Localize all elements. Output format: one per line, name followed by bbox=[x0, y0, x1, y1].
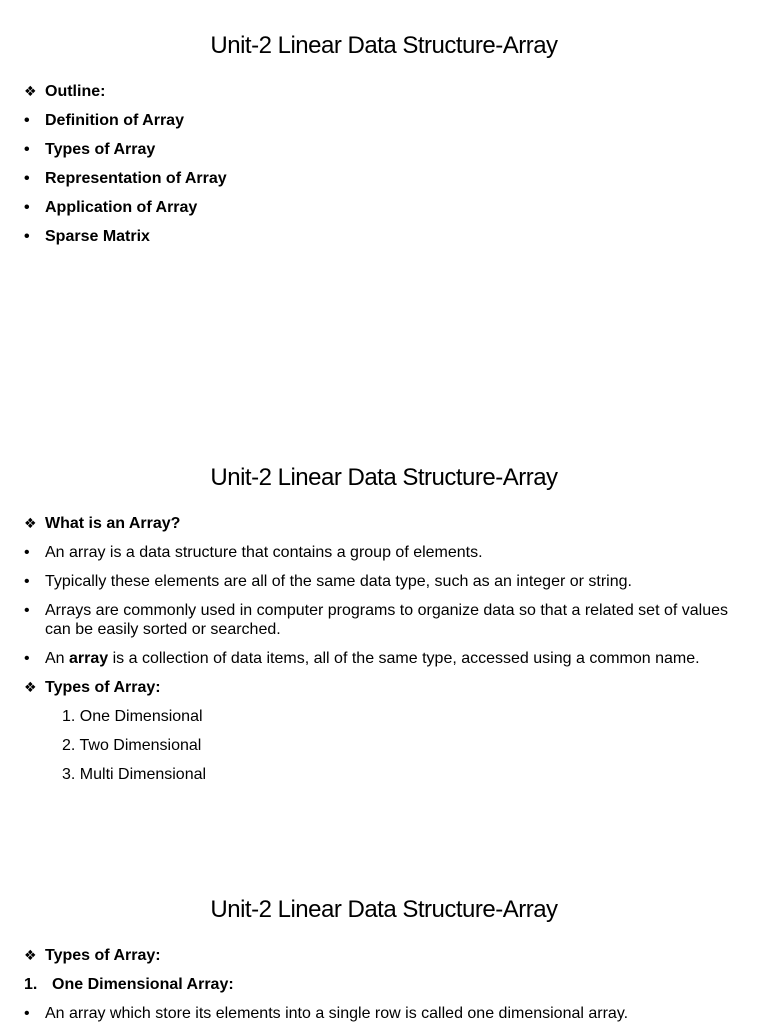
list-item: • An array is a collection of data items, all of the same type, accessed using a common name. bbox=[24, 650, 700, 667]
bullet-icon: • bbox=[24, 650, 30, 667]
list-item: • Sparse Matrix bbox=[24, 228, 150, 245]
bullet-icon: • bbox=[24, 170, 30, 187]
list-item: • Arrays are commonly used in computer programs to organize data so that a related set of values can be easily sorted or searched. bbox=[24, 602, 729, 638]
list-item: • An array is a data structure that contains a group of elements. bbox=[24, 544, 483, 561]
slide-title: Unit-2 Linear Data Structure-Array bbox=[210, 464, 558, 491]
sub-heading-number: 1. bbox=[24, 976, 38, 993]
diamond-bullet-icon: ❖ bbox=[24, 515, 37, 531]
diamond-bullet-icon: ❖ bbox=[24, 83, 37, 99]
bullet-icon: • bbox=[24, 544, 30, 561]
slide-types-of-array bbox=[0, 864, 768, 1024]
diamond-bullet-icon: ❖ bbox=[24, 679, 37, 695]
slide-what-is-array bbox=[0, 432, 768, 864]
bullet-icon: • bbox=[24, 228, 30, 245]
section-heading: ❖ Types of Array: bbox=[24, 947, 161, 964]
slide-outline bbox=[0, 0, 768, 432]
list-item: • Typically these elements are all of the same data type, such as an integer or string. bbox=[24, 573, 632, 590]
bullet-icon: • bbox=[24, 1005, 30, 1022]
list-item: 1. One Dimensional bbox=[62, 708, 203, 725]
outline-heading: ❖ Outline: bbox=[24, 83, 106, 100]
list-item: 2. Two Dimensional bbox=[62, 737, 202, 754]
list-item: • Types of Array bbox=[24, 141, 156, 158]
list-item: • Definition of Array bbox=[24, 112, 184, 129]
section-heading: ❖ Types of Array: bbox=[24, 679, 161, 696]
bullet-icon: • bbox=[24, 573, 30, 590]
list-item: • Representation of Array bbox=[24, 170, 227, 187]
slide-body bbox=[24, 514, 732, 794]
emphasis-term: array bbox=[69, 650, 109, 667]
slide-title: Unit-2 Linear Data Structure-Array bbox=[210, 32, 558, 59]
bullet-icon: • bbox=[24, 199, 30, 216]
diamond-bullet-icon: ❖ bbox=[24, 947, 37, 963]
list-item: • Application of Array bbox=[24, 199, 198, 216]
section-heading: ❖ What is an Array? bbox=[24, 515, 181, 532]
list-item: 3. Multi Dimensional bbox=[62, 766, 207, 783]
bullet-icon: • bbox=[24, 602, 30, 619]
bullet-icon: • bbox=[24, 112, 30, 129]
slide-title: Unit-2 Linear Data Structure-Array bbox=[210, 896, 558, 923]
slide-body bbox=[24, 946, 732, 1024]
list-item: • An array which store its elements into a single row is called one dimensional array. bbox=[24, 1005, 629, 1022]
slide-body bbox=[24, 82, 732, 256]
sub-heading: 1. One Dimensional Array: bbox=[24, 976, 234, 993]
bullet-icon: • bbox=[24, 141, 30, 158]
